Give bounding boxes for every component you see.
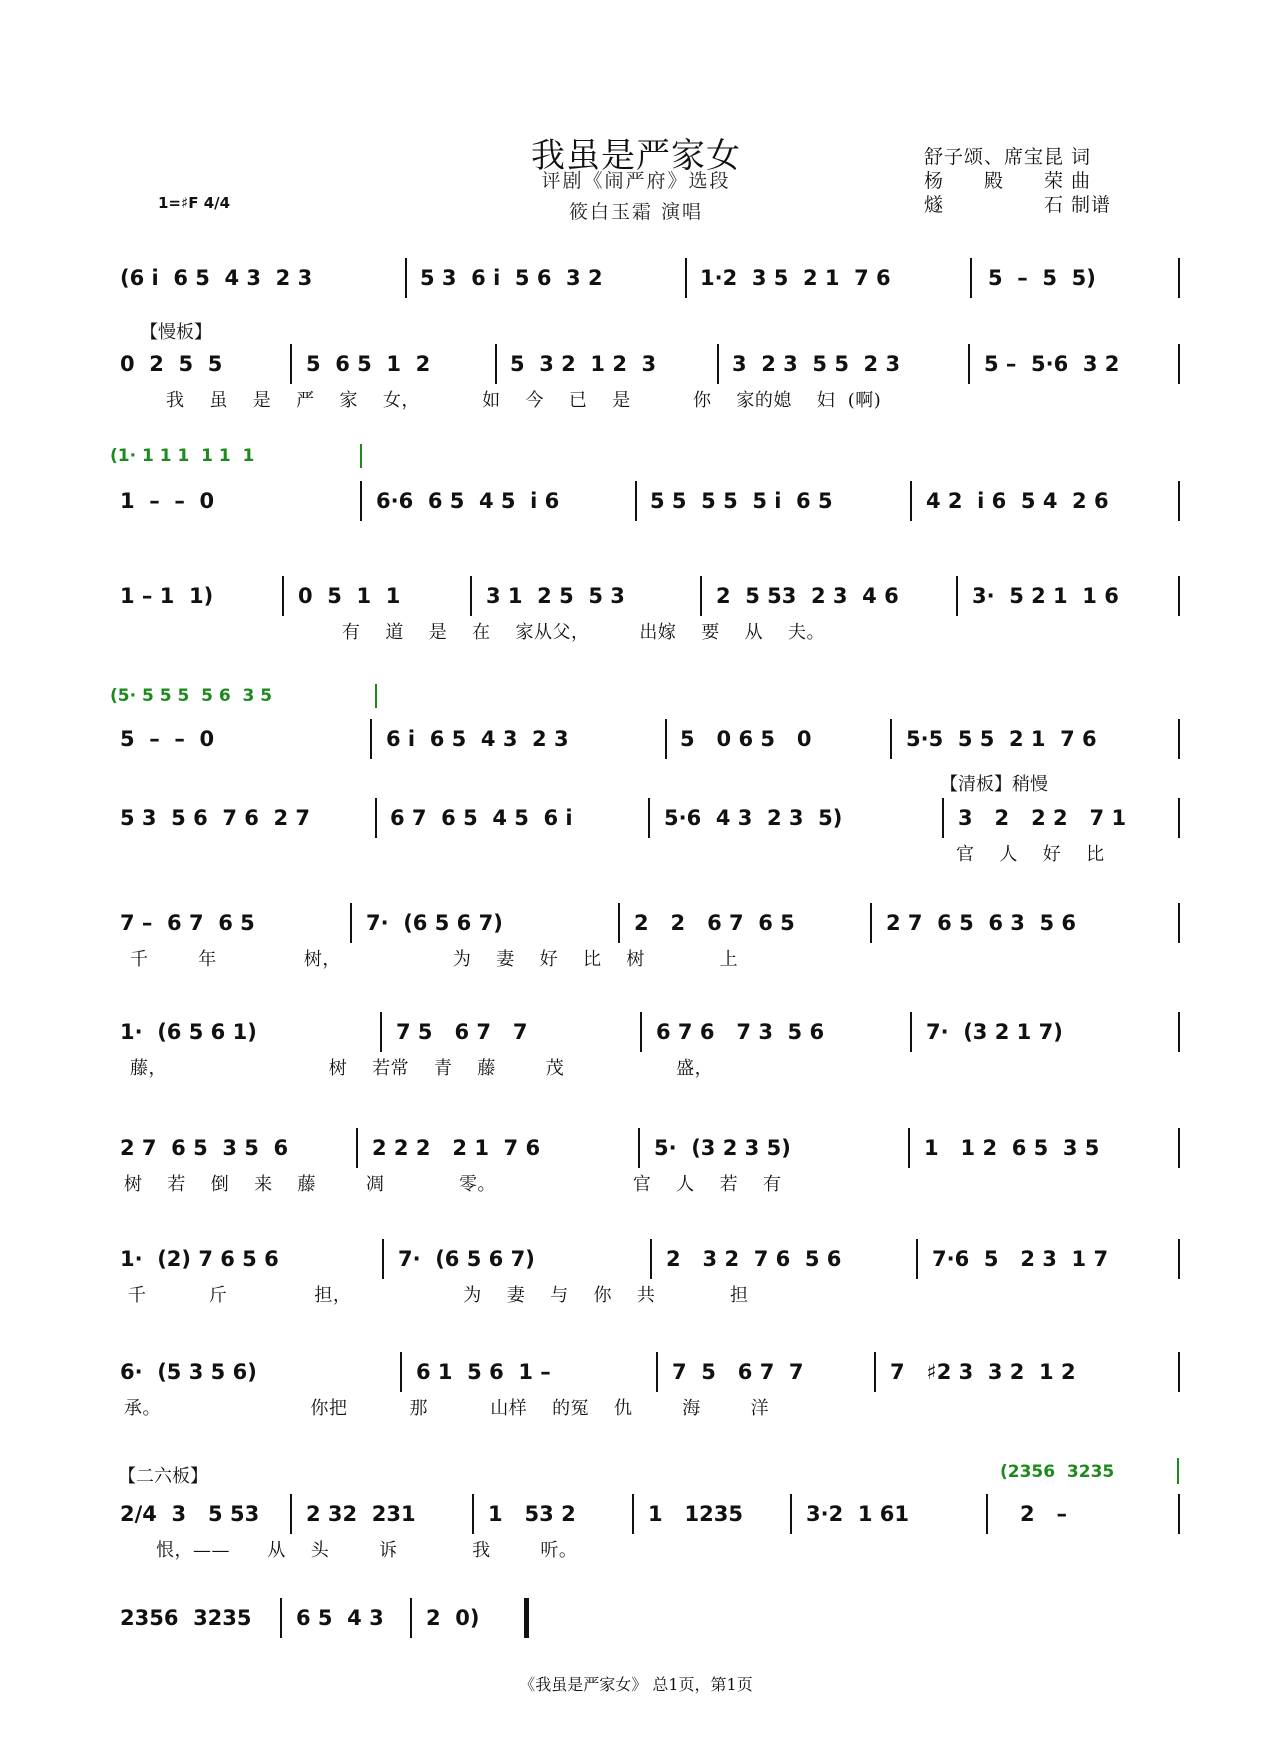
measure-6-3: 5·6 4 3 2 3 5): [664, 806, 843, 830]
page-footer: 《我虽是严家女》 总1页，第1页: [519, 1675, 753, 1694]
barline: [1178, 719, 1180, 759]
measure-4-4: 2 5 53 2 3 4 6: [716, 584, 899, 608]
accompaniment-line-2: (5· 5 5 5 5 6 3 5: [110, 686, 273, 706]
barline: [790, 1494, 792, 1534]
barline: [635, 481, 637, 521]
measure-1-3: 1·2 3 5 2 1 7 6: [700, 266, 891, 290]
barline: [665, 719, 667, 759]
lyrics-line-7: 千 年 树， 为 妻 好 比 树 上: [130, 949, 739, 970]
performer: 筱白玉霜 演唱: [568, 201, 704, 223]
measure-3-2: 6·6 6 5 4 5 i 6: [376, 489, 560, 513]
barline: [910, 1012, 912, 1052]
measure-1-4: 5 – 5 5): [988, 266, 1096, 290]
music-system-7: [120, 909, 1180, 970]
section-marker-qingban: 【清板】稍慢: [940, 774, 1048, 795]
measure-1-2: 5 3 6 i 5 6 3 2: [420, 266, 603, 290]
barline: [942, 798, 944, 838]
page-title: 我虽是严家女: [531, 136, 741, 176]
barline: [1178, 1494, 1180, 1534]
measure-5-2: 6 i 6 5 4 3 2 3: [386, 727, 569, 751]
measure-4-2: 0 5 1 1: [298, 584, 401, 608]
measure-12-2: 2 32 231: [306, 1502, 416, 1526]
barline: [916, 1239, 918, 1279]
measure-11-2: 6 1 5 6 1 –: [416, 1360, 551, 1384]
measure-13-1: 2356 3235: [120, 1606, 252, 1630]
measure-12-3: 1 53 2: [488, 1502, 576, 1526]
music-system-5: [120, 725, 1180, 761]
barline: [350, 903, 352, 943]
music-system-8: [120, 1018, 1180, 1079]
credit-notation: 燧 石 制谱: [924, 194, 1112, 216]
section-marker-manban: 【慢板】: [140, 322, 212, 343]
measure-11-3: 7 5 6 7 7: [672, 1360, 804, 1384]
barline: [375, 798, 377, 838]
barline: [908, 1128, 910, 1168]
music-system-6: [120, 804, 1180, 865]
barline: [290, 1494, 292, 1534]
measure-11-1: 6· (5 3 5 6): [120, 1360, 257, 1384]
barline: [968, 344, 970, 384]
barline: [632, 1494, 634, 1534]
barline: [956, 576, 958, 616]
credit-music: 杨 殿 荣 曲: [924, 170, 1092, 192]
barline: [685, 258, 687, 298]
barline: [400, 1352, 402, 1392]
measure-10-1: 1· (2) 7 6 5 6: [120, 1247, 279, 1271]
music-system-4: [120, 582, 1180, 643]
measure-4-5: 3· 5 2 1 1 6: [972, 584, 1119, 608]
music-system-12: [120, 1500, 1180, 1561]
barline: [1178, 481, 1180, 521]
barline: [1178, 344, 1180, 384]
measure-1-1: (6 i 6 5 4 3 2 3: [120, 266, 313, 290]
lyrics-line-12: 恨，—— 从 头 诉 我 听。: [156, 1540, 578, 1561]
barline: [470, 576, 472, 616]
measure-13-3: 2 0): [426, 1606, 480, 1630]
lyrics-line-6: 官 人 好 比: [956, 844, 1105, 865]
barline: [970, 258, 972, 298]
measure-8-1: 1· (6 5 6 1): [120, 1020, 257, 1044]
measure-2-5: 5 – 5·6 3 2: [984, 352, 1120, 376]
key-signature: 1=♯F 4/4: [158, 194, 231, 212]
measure-8-3: 6 7 6 7 3 5 6: [656, 1020, 825, 1044]
barline: [986, 1494, 988, 1534]
measure-6-2: 6 7 6 5 4 5 6 i: [390, 806, 573, 830]
credit-lyrics: 舒子颂、席宝昆 词: [924, 146, 1092, 168]
barline: [290, 344, 292, 384]
measure-2-1: 0 2 5 5: [120, 352, 223, 376]
barline: [717, 344, 719, 384]
measure-10-4: 7·6 5 2 3 1 7: [932, 1247, 1109, 1271]
measure-12-1: 2/4 3 5 53: [120, 1502, 260, 1526]
measure-13-2: 6 5 4 3: [296, 1606, 384, 1630]
measure-8-2: 7 5 6 7 7: [396, 1020, 528, 1044]
barline: [360, 444, 362, 468]
measure-12-4: 1 1235: [648, 1502, 743, 1526]
music-system-11: [120, 1358, 1180, 1419]
barline: [638, 1128, 640, 1168]
barline: [870, 903, 872, 943]
barline: [495, 344, 497, 384]
section-marker-erliuban: 【二六板】: [118, 1466, 208, 1487]
barline: [280, 1598, 282, 1638]
measure-3-3: 5 5 5 5 5 i 6 5: [650, 489, 833, 513]
measure-10-2: 7· (6 5 6 7): [398, 1247, 535, 1271]
barline: [382, 1239, 384, 1279]
barline: [640, 1012, 642, 1052]
measure-3-4: 4 2 i 6 5 4 2 6: [926, 489, 1109, 513]
measure-7-1: 7 – 6 7 6 5: [120, 911, 255, 935]
measure-9-1: 2 7 6 5 3 5 6: [120, 1136, 289, 1160]
lyrics-line-4: 有 道 是 在 家从父， 出嫁 要 从 夫。: [342, 622, 825, 643]
barline: [656, 1352, 658, 1392]
music-system-9: [120, 1134, 1180, 1195]
final-barline: [524, 1598, 529, 1638]
measure-4-1: 1 – 1 1): [120, 584, 214, 608]
lyrics-line-9: 树 若 倒 来 藤 凋 零。 官 人 若 有: [124, 1174, 782, 1195]
measure-11-4: 7 ♯2 3 3 2 1 2: [890, 1360, 1076, 1384]
measure-6-4: 3 2 2 2 7 1: [958, 806, 1127, 830]
barline: [1178, 798, 1180, 838]
barline: [874, 1352, 876, 1392]
measure-10-3: 2 3 2 7 6 5 6: [666, 1247, 842, 1271]
barline: [1178, 258, 1180, 298]
barline: [890, 719, 892, 759]
measure-7-3: 2 2 6 7 6 5: [634, 911, 795, 935]
measure-2-2: 5 6 5 1 2: [306, 352, 431, 376]
measure-4-3: 3 1 2 5 5 3: [486, 584, 625, 608]
lyrics-line-11: 承。 你把 那 山样 的冤 仇 海 洋: [124, 1398, 770, 1419]
barline: [375, 684, 377, 708]
measure-2-3: 5 3 2 1 2 3: [510, 352, 657, 376]
measure-7-2: 7· (6 5 6 7): [366, 911, 503, 935]
measure-6-1: 5 3 5 6 7 6 2 7: [120, 806, 311, 830]
music-system-10: [120, 1245, 1180, 1306]
barline: [410, 1598, 412, 1638]
music-system-1: [120, 264, 1180, 300]
barline: [356, 1128, 358, 1168]
measure-9-2: 2 2 2 2 1 7 6: [372, 1136, 541, 1160]
barline: [1178, 1352, 1180, 1392]
barline: [370, 719, 372, 759]
barline: [405, 258, 407, 298]
barline: [1178, 903, 1180, 943]
measure-5-1: 5 – – 0: [120, 727, 215, 751]
barline: [618, 903, 620, 943]
barline: [1178, 1012, 1180, 1052]
subtitle: 评剧《闹严府》选段: [541, 170, 731, 192]
barline: [700, 576, 702, 616]
measure-5-3: 5 0 6 5 0: [680, 727, 812, 751]
barline: [380, 1012, 382, 1052]
accompaniment-line-1: (1· 1 1 1 1 1 1: [110, 446, 255, 466]
barline: [1177, 1458, 1179, 1484]
barline: [1178, 576, 1180, 616]
measure-9-3: 5· (3 2 3 5): [654, 1136, 791, 1160]
barline: [1178, 1128, 1180, 1168]
measure-2-4: 3 2 3 5 5 2 3: [732, 352, 901, 376]
lyrics-line-8: 藤， 树 若常 青 藤 茂 盛，: [130, 1058, 714, 1079]
measure-5-4: 5·5 5 5 2 1 7 6: [906, 727, 1097, 751]
measure-9-4: 1 1 2 6 5 3 5: [924, 1136, 1100, 1160]
measure-7-4: 2 7 6 5 6 3 5 6: [886, 911, 1077, 935]
barline: [282, 576, 284, 616]
lyrics-line-2: 我 虽 是 严 家 女， 如 今 已 是 你 家的媳 妇 (啊): [166, 390, 882, 411]
music-system-13: [120, 1604, 1180, 1640]
measure-12-5: 3·2 1 61: [806, 1502, 909, 1526]
barline: [1178, 1239, 1180, 1279]
measure-12-6: 2 –: [1020, 1502, 1068, 1526]
barline: [472, 1494, 474, 1534]
music-system-2: [120, 350, 1180, 411]
accompaniment-line-3: (2356 3235: [1000, 1462, 1115, 1482]
measure-3-1: 1 – – 0: [120, 489, 215, 513]
lyrics-line-10: 千 斤 担， 为 妻 与 你 共 担: [128, 1285, 749, 1306]
barline: [910, 481, 912, 521]
music-system-3: [120, 487, 1180, 523]
measure-8-4: 7· (3 2 1 7): [926, 1020, 1063, 1044]
barline: [360, 481, 362, 521]
barline: [650, 1239, 652, 1279]
barline: [648, 798, 650, 838]
